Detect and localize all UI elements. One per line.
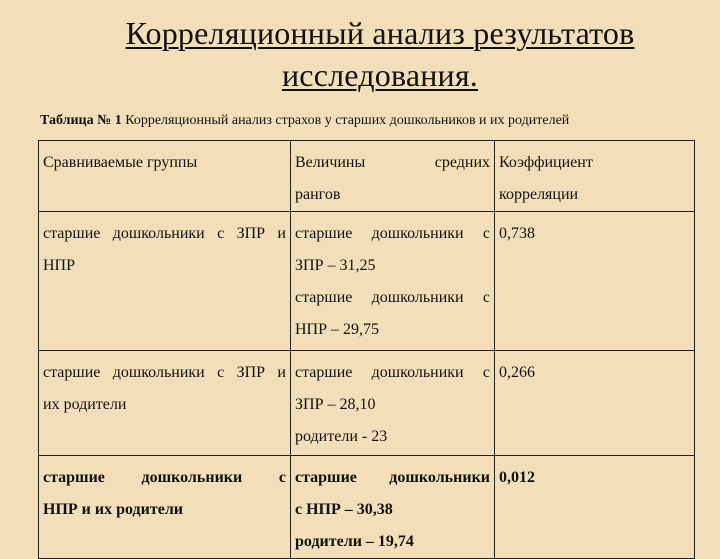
row-1-ranks-line-4: НПР – 29,75 bbox=[295, 321, 380, 338]
table-caption-label: Таблица № 1 bbox=[40, 113, 122, 128]
row-3-groups-line-1: старшие дошкольники с bbox=[43, 469, 286, 486]
header-ranks-line-1: Величины средних bbox=[295, 154, 490, 171]
row-1-groups bbox=[39, 212, 291, 351]
header-coefficient-line-2: корреляции bbox=[499, 186, 579, 203]
row-3-ranks-line-3: родители – 19,74 bbox=[295, 533, 414, 550]
row-3-ranks bbox=[291, 456, 495, 559]
table-row bbox=[39, 212, 695, 351]
header-cell-coefficient bbox=[495, 141, 695, 212]
table-caption-text: Корреляционный анализ страхов у старших дошкольников и их родителей bbox=[121, 113, 570, 128]
row-1-groups-line-2: НПР bbox=[43, 257, 76, 274]
row-2-ranks-line-2: ЗПР – 28,10 bbox=[295, 396, 376, 413]
header-cell-ranks bbox=[291, 141, 495, 212]
row-2-groups bbox=[39, 351, 291, 456]
header-cell-groups bbox=[39, 141, 291, 212]
row-1-ranks-line-1: старшие дошкольники с bbox=[295, 225, 490, 242]
row-2-ranks-line-1: старшие дошкольники с bbox=[295, 364, 490, 381]
title-line-2: исследования. bbox=[281, 57, 479, 93]
page-title bbox=[60, 12, 700, 96]
row-2-coefficient-value: 0,266 bbox=[499, 364, 535, 381]
row-3-ranks-line-2: с НПР – 30,38 bbox=[295, 501, 393, 518]
row-3-groups bbox=[39, 456, 291, 559]
row-1-coefficient bbox=[495, 212, 695, 351]
header-groups-line: Сравниваемые группы bbox=[43, 154, 198, 171]
table-header-row bbox=[39, 141, 695, 212]
table-caption bbox=[40, 112, 700, 130]
table-row bbox=[39, 351, 695, 456]
row-3-coefficient-value: 0,012 bbox=[499, 469, 535, 486]
row-3-coefficient bbox=[495, 456, 695, 559]
row-2-groups-line-2: их родители bbox=[43, 396, 127, 413]
row-1-coefficient-value: 0,738 bbox=[499, 225, 535, 242]
row-2-coefficient bbox=[495, 351, 695, 456]
correlation-table bbox=[38, 140, 695, 559]
row-2-ranks bbox=[291, 351, 495, 456]
row-2-groups-line-1: старшие дошкольники с ЗПР и bbox=[43, 364, 286, 381]
title-line-1: Корреляционный анализ результатов bbox=[125, 15, 635, 51]
header-ranks-line-2: рангов bbox=[295, 186, 341, 203]
row-1-groups-line-1: старшие дошкольники с ЗПР и bbox=[43, 225, 286, 242]
row-2-ranks-line-3: родители - 23 bbox=[295, 428, 388, 445]
row-3-ranks-line-1: старшие дошкольники bbox=[295, 469, 490, 486]
row-3-groups-line-2: НПР и их родители bbox=[43, 501, 184, 518]
table-row bbox=[39, 456, 695, 559]
header-coefficient-line-1: Коэффициент bbox=[499, 154, 593, 171]
row-1-ranks-line-2: ЗПР – 31,25 bbox=[295, 257, 376, 274]
row-1-ranks-line-3: старшие дошкольники с bbox=[295, 289, 490, 306]
row-1-ranks bbox=[291, 212, 495, 351]
